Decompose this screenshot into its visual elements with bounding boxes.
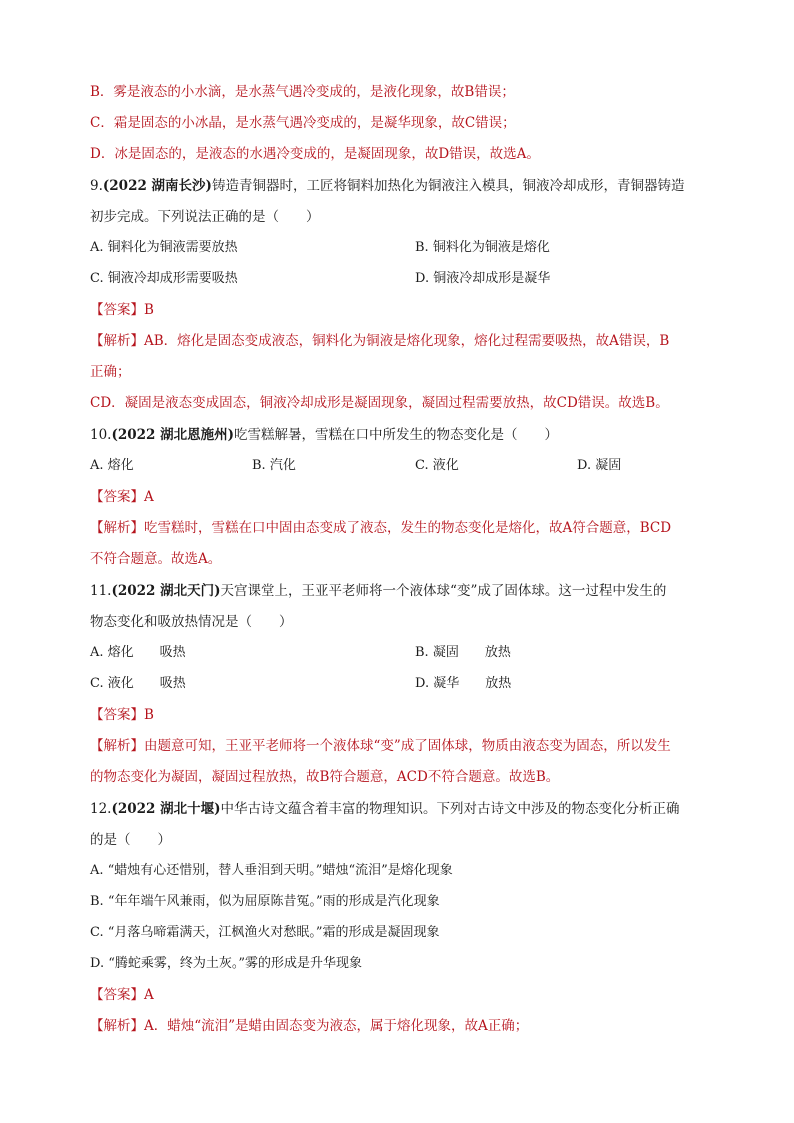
option-label: B. 凝固 [415,645,459,660]
option-label: D. 凝华 [415,676,460,691]
answer-line: 【答案】B [90,707,154,723]
question-source: (2022 湖南长沙) [102,178,212,194]
explanation-text: A．蜡烛“流泪”是蜡由固态变为液态，属于熔化现象，故A正确； [144,1018,529,1034]
explanation-line [90,736,710,756]
answer-line: 【答案】A [90,489,154,505]
option-b: B. “年年端午风兼雨，似为屈原陈昔冤。”雨的形成是汽化现象 [90,894,440,909]
explanation-line: 不符合题意。故选A。 [90,551,222,567]
question-text: 中华古诗文蕴含着丰富的物理知识。下列对古诗文中涉及的物态变化分析正确 [220,801,680,817]
question-text: 铸造青铜器时，工匠将铜料加热化为铜液注入模具，铜液冷却成形，青铜器铸造 [211,178,685,194]
option-c [90,674,186,694]
question-number: 9. [90,178,103,194]
explanation-line [90,518,710,538]
option-c: C. 铜液冷却成形需要吸热 [90,271,238,286]
answer-line: 【答案】A [90,987,154,1003]
explanation-tag: 【解析】 [90,738,144,754]
question-12-stem [90,799,710,819]
option-detail: 放热 [484,645,511,660]
question-9-stem [90,176,710,196]
option-label: A. 熔化 [90,645,134,660]
answer-line: 【答案】B [90,302,154,318]
option-d: D. 铜液冷却成形是凝华 [415,271,551,286]
option-a: A. “蜡烛有心还惜别，替人垂泪到天明。”蜡烛“流泪”是熔化现象 [90,863,453,878]
explanation-text: 由题意可知，王亚平老师将一个液体球“变”成了固体球，物质由液态变为固态，所以发生 [144,738,671,754]
question-source: (2022 湖北天门) [111,583,221,599]
option-detail: 吸热 [159,676,186,691]
explanation-line [90,331,710,351]
question-text: 吃雪糕解暑，雪糕在口中所发生的物态变化是（ ） [234,427,559,443]
option-c: C. “月落乌啼霜满天，江枫渔火对愁眠。”霜的形成是凝固现象 [90,925,440,940]
question-number: 12. [90,801,112,817]
question-10-stem [90,425,710,445]
option-d [415,674,511,694]
question-number: 11. [90,583,112,599]
explanation-tag: 【解析】 [90,520,144,536]
option-c: C. 液化 [415,458,459,473]
question-12-stem-cont: 的是（ ） [90,832,171,848]
explanation-tag: 【解析】 [90,1018,144,1034]
option-detail: 吸热 [159,645,186,660]
explanation-line: 正确； [90,364,131,380]
explanation-line: 的物态变化为凝固，凝固过程放热，故B符合题意，ACD不符合题意。故选B。 [90,769,560,785]
explanation-text: AB．熔化是固态变成液态，铜料化为铜液是熔化现象，熔化过程需要吸热，故A错误，B [144,333,670,349]
explanation-line: CD．凝固是液态变成固态，铜液冷却成形是凝固现象，凝固过程需要放热，故CD错误。故选B。 [90,395,669,411]
question-text: 天宫课堂上，王亚平老师将一个液体球“变”成了固体球。这一过程中发生的 [220,583,667,599]
option-label: C. 液化 [90,676,134,691]
explanation-line: B．雾是液态的小水滴，是水蒸气遇冷变成的，是液化现象，故B错误； [90,84,515,100]
explanation-text: 吃雪糕时，雪糕在口中固由态变成了液态，发生的物态变化是熔化，故A符合题意，BCD [144,520,672,536]
explanation-tag: 【解析】 [90,333,144,349]
question-11-stem [90,581,710,601]
option-b: B. 铜料化为铜液是熔化 [415,240,550,255]
option-a: A. 铜料化为铜液需要放热 [90,240,238,255]
explanation-line [90,1016,710,1036]
option-d: D. “腾蛇乘雾，终为土灰。”雾的形成是升华现象 [90,956,363,971]
explanation-line: C．霜是固态的小冰晶，是水蒸气遇冷变成的，是凝华现象，故C错误； [90,115,516,131]
question-11-stem-cont: 物态变化和吸放热情况是（ ） [90,614,293,630]
option-detail: 放热 [485,676,512,691]
question-source: (2022 湖北十堰) [111,801,221,817]
option-a [90,643,186,663]
explanation-line: D．冰是固态的，是液态的水遇冷变成的，是凝固现象，故D错误，故选A。 [90,146,540,162]
question-number: 10. [90,427,112,443]
option-a: A. 熔化 [90,458,134,473]
option-b [415,643,511,663]
option-d: D. 凝固 [577,458,622,473]
option-b: B. 汽化 [252,458,296,473]
question-source: (2022 湖北恩施州) [111,427,235,443]
question-9-stem-cont: 初步完成。下列说法正确的是（ ） [90,209,320,225]
